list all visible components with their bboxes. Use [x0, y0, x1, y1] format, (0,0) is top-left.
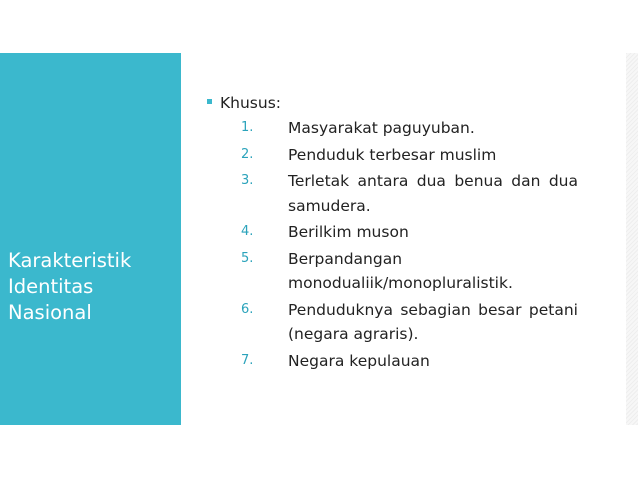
slide-title	[8, 248, 176, 326]
list-number: 2.	[241, 146, 254, 162]
decorative-strip	[626, 53, 638, 425]
title-line: Identitas	[8, 275, 94, 298]
square-bullet-icon	[207, 99, 212, 104]
list-number: 7.	[241, 352, 254, 368]
bullet-heading-text: Khusus:	[220, 94, 282, 112]
list-item	[207, 220, 582, 245]
list-item	[207, 116, 582, 141]
list-item	[207, 298, 582, 347]
title-line: Karakteristik	[8, 249, 132, 272]
list-text: Berpandangan monodualiik/monopluralistik.	[288, 249, 513, 292]
numbered-list	[207, 116, 582, 373]
list-item	[207, 247, 582, 296]
list-item	[207, 169, 582, 218]
title-panel	[0, 53, 181, 425]
list-number: 1.	[241, 120, 254, 135]
list-text: Masyarakat paguyuban.	[288, 119, 475, 137]
title-line: Nasional	[8, 301, 92, 324]
list-item	[207, 349, 582, 374]
list-text: Negara kepulauan	[288, 351, 430, 370]
list-text: Terletak antara dua benua dan dua samudera.	[288, 172, 578, 215]
list-text: Berilkim muson	[288, 223, 409, 241]
list-number: 3.	[241, 173, 254, 188]
list-text: Penduduk terbesar muslim	[288, 145, 497, 164]
list-number: 5.	[241, 250, 254, 266]
list-item	[207, 143, 582, 168]
bullet-heading	[207, 90, 582, 116]
content-area	[207, 90, 582, 375]
list-number: 6.	[241, 301, 254, 317]
list-text: Penduduknya sebagian besar petani (negara agraris).	[288, 300, 578, 343]
list-number: 4.	[241, 224, 254, 239]
